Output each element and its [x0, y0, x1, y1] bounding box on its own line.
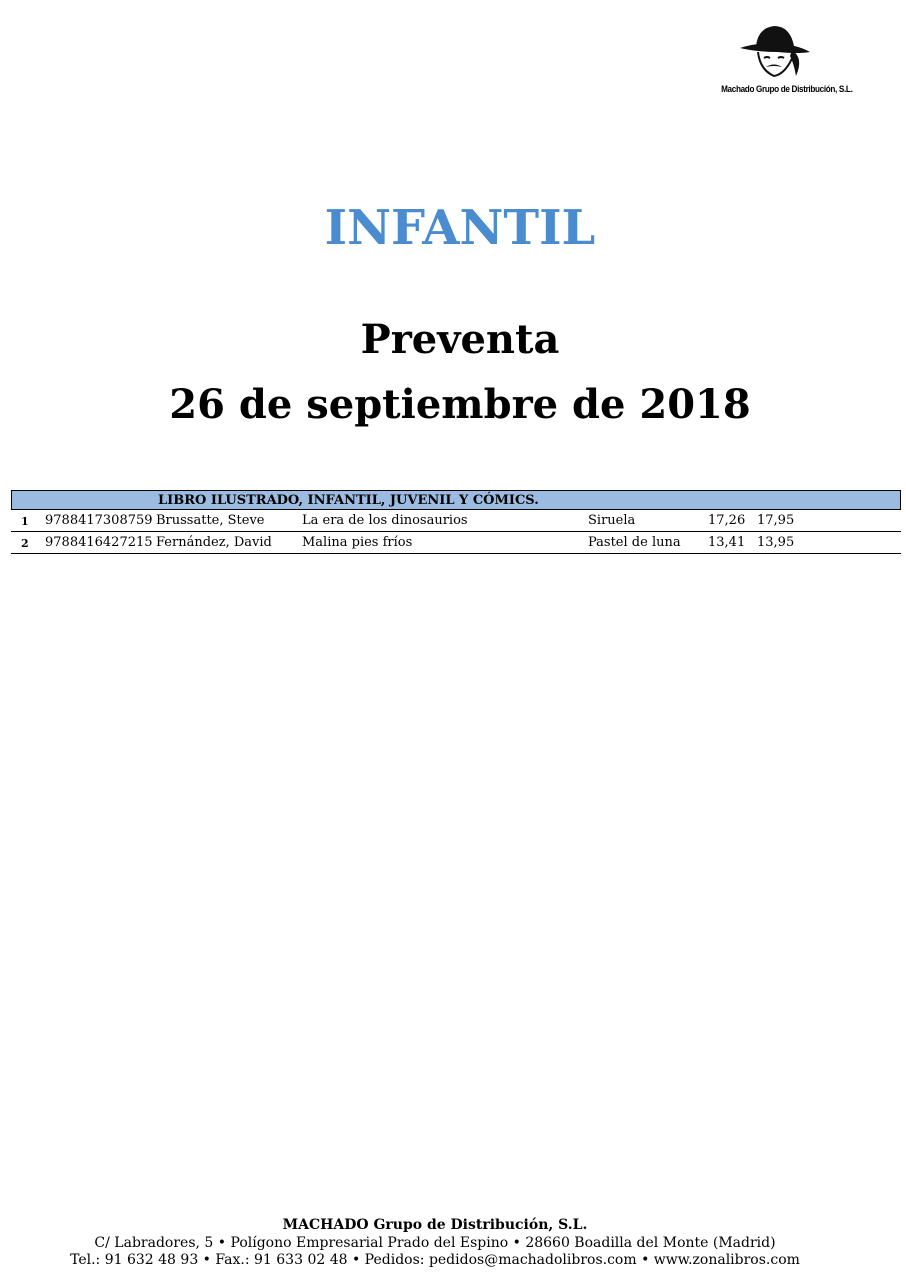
page-title: INFANTIL	[324, 200, 596, 256]
books-table	[11, 490, 901, 554]
publisher-cell: Pastel de luna	[588, 535, 681, 550]
isbn-cell: 9788416427215	[45, 535, 153, 550]
company-logo	[712, 22, 853, 100]
footer-address: C/ Labradores, 5 • Polígono Empresarial Prado del Espino • 28660 Boadilla del Monte (Madrid)	[94, 1234, 776, 1251]
portrait-hat-icon	[738, 22, 814, 84]
row-number: 1	[21, 515, 29, 528]
page-date: 26 de septiembre de 2018	[169, 381, 751, 428]
row-number: 2	[21, 537, 29, 550]
price-pvp-cell: 17,95	[757, 513, 795, 528]
title-cell: Malina pies fríos	[302, 535, 413, 550]
page-subtitle: Preventa	[360, 316, 560, 363]
author-cell: Brussatte, Steve	[156, 513, 265, 528]
footer-contact: Tel.: 91 632 48 93 • Fax.: 91 633 02 48 • Pedidos: pedidos@machadolibros.com • www.zonalibros.com	[70, 1252, 800, 1268]
isbn-cell: 9788417308759	[45, 513, 153, 528]
page-footer	[0, 1217, 870, 1270]
publisher-cell: Siruela	[588, 513, 636, 528]
table-row	[11, 510, 901, 532]
section-header	[11, 490, 901, 510]
table-row	[11, 532, 901, 554]
author-cell: Fernández, David	[156, 535, 272, 550]
footer-company: MACHADO Grupo de Distribución, S.L.	[282, 1217, 588, 1233]
price-pvp-cell: 13,95	[757, 535, 795, 550]
title-cell: La era de los dinosaurios	[302, 513, 468, 528]
price-net-cell: 17,26	[708, 513, 746, 528]
section-label: LIBRO ILUSTRADO, INFANTIL, JUVENIL Y CÓMICS.	[158, 493, 539, 508]
logo-caption: Machado Grupo de Distribución, S.L.	[721, 84, 853, 95]
price-net-cell: 13,41	[708, 535, 746, 550]
